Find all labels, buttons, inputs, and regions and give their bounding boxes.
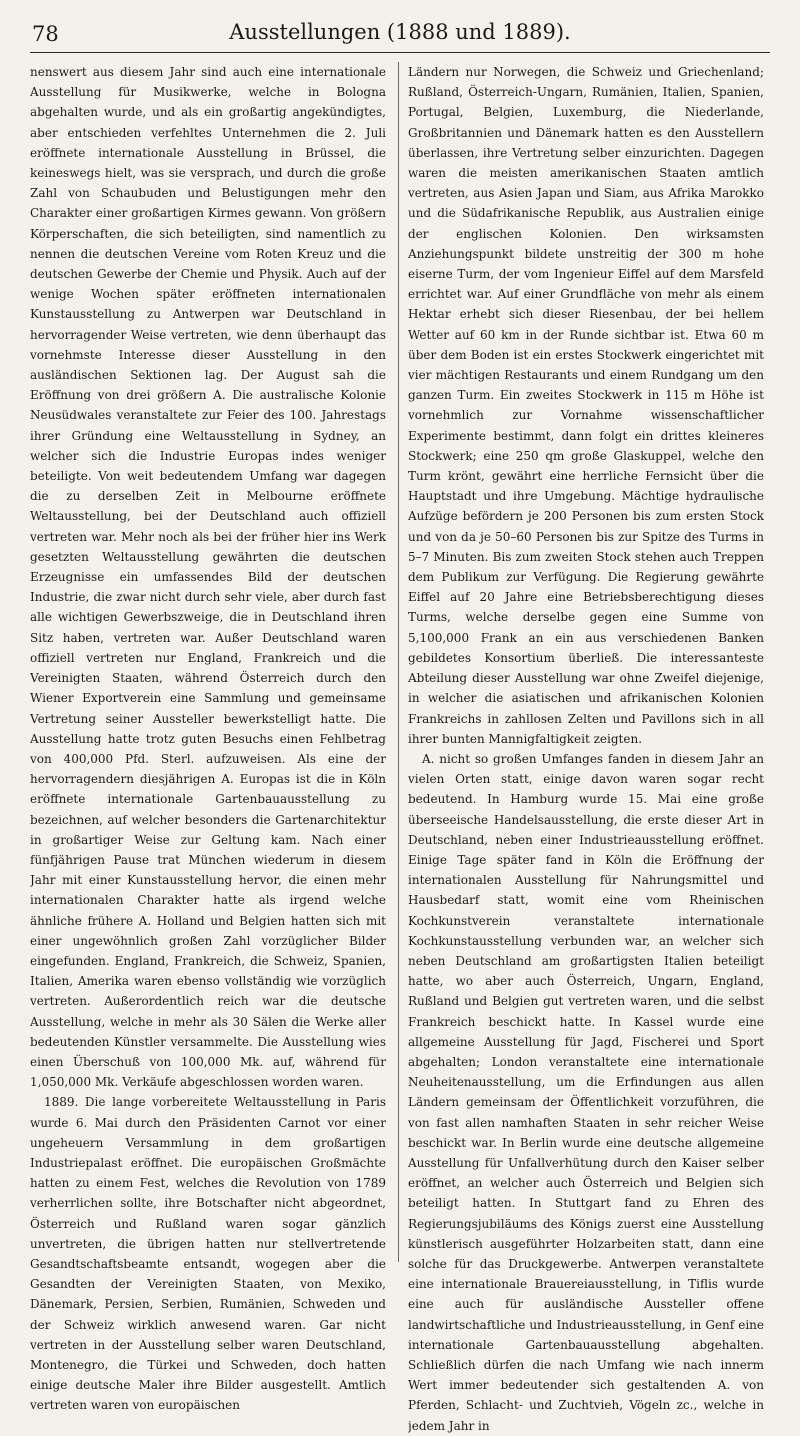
paragraph-1889: 1889. Die lange vorbereitete Weltausstellung in Paris wurde 6. Mai durch den Präsidenten Carnot vor einer ungeheuern Versammlung in dem großartigen Industriepalast eröffnet. Die europäischen Großmächte hatten zu einem Fest, welches die Revolution von 1789 verherrlichen sollte, ihre Botschafter nicht abgeordnet, Österreich und Rußland waren sogar gänzlich unvertreten, die übrigen hatten nur stellvertretende Gesandtschaftsbeamte entsandt, wogegen aber die Gesandten der Vereinigten Staaten, von Mexiko, Dänemark, Persien, Serbien, Rumänien, Schweden und der Schweiz wirklich anwesend waren. Gar nicht vertreten in der Ausstellung selber waren Deutschland, Montenegro, die Türkei und Schweden, doch hatten einige deutsche Maler ihre Bilder ausgestellt. Amtlich vertreten waren von europäischen: [30, 1095, 386, 1413]
right-column: [408, 62, 764, 1436]
page-header: [30, 12, 770, 53]
page-number: 78: [32, 22, 59, 46]
left-column: [30, 62, 386, 1416]
running-title: Ausstellungen (1888 und 1889).: [229, 20, 571, 44]
column-divider: [398, 62, 399, 1262]
paragraph-1888-continued: nenswert aus diesem Jahr sind auch eine internationale Ausstellung für Musikwerke, welche in Bologna abgehalten wurde, und als ein großartig angekündigtes, aber entschieden verfehltes Unternehmen die 2. Juli eröffnete internationale Ausstellung in Brüssel, die keineswegs hielt, was sie versprach, und durch die große Zahl von Schaubuden und Belustigungen mehr den Charakter einer großartigen Kirmes gewann. Von größern Körperschaften, die sich beteiligten, sind namentlich zu nennen die deutschen Vereine vom Roten Kreuz und die deutschen Gewerbe der Chemie und Physik. Auch auf der wenige Wochen später eröffneten internationalen Kunstausstellung zu Antwerpen war Deutschland in hervorragender Weise vertreten, wie denn überhaupt das vornehmste Interesse dieser Ausstellung in den ausländischen Sektionen lag. Der August sah die Eröffnung von drei größern A. Die australische Kolonie Neusüdwales veranstaltete zur Feier des 100. Jahrestags ihrer Gründung eine Weltausstellung in Sydney, an welcher sich die Industrie Europas indes weniger beteiligte. Von weit bedeutendem Umfang war dagegen die zu derselben Zeit in Melbourne eröffnete Weltausstellung, bei der Deutschland auch offiziell vertreten war. Mehr noch als bei der früher hier ins Werk gesetzten Weltausstellung gewährten die deutschen Erzeugnisse ein umfassendes Bild der deutschen Industrie, die zwar nicht durch sehr viele, aber durch fast alle wichtigen Gewerbszweige, die in Deutschland ihren Sitz haben, vertreten war. Außer Deutschland waren offiziell vertreten nur England, Frankreich und die Vereinigten Staaten, während Österreich durch den Wiener Exportverein eine Sammlung und gemeinsame Vertretung seiner Aussteller bewerkstelligt hatte. Die Ausstellung hatte trotz guten Besuchs einen Fehlbetrag von 400,000 Pfd. Sterl. aufzuweisen. Als eine der hervorragendern diesjährigen A. Europas ist die in Köln eröffnete internationale Gartenbauausstellung zu bezeichnen, auf welcher besonders die Gartenarchitektur in großartiger Weise zur Geltung kam. Nach einer fünfjährigen Pause trat München wiederum in diesem Jahr mit einer Kunstausstellung hervor, die einen mehr internationalen Charakter hatte als irgend welche ähnliche frühere A. Holland und Belgien hatten sich mit einer ungewöhnlich großen Zahl vorzüglicher Bilder eingefunden. England, Frankreich, die Schweiz, Spanien, Italien, Amerika waren ebenso vollständig wie vorzüglich vertreten. Außerordentlich reich war die deutsche Ausstellung, welche in mehr als 30 Sälen die Werke aller bedeutenden Künstler versammelte. Die Ausstellung wies einen Überschuß von 100,000 Mk. auf, während für 1,050,000 Mk. Verkäufe abgeschlossen worden waren.: [30, 65, 386, 1090]
paragraph-paris-continued: Ländern nur Norwegen, die Schweiz und Griechenland; Rußland, Österreich-Ungarn, Rumänien, Italien, Spanien, Portugal, Belgien, Luxemburg, die Niederlande, Großbritannien und Dänemark hatten es den Ausstellern überlassen, ihre Vertretung selber einzurichten. Dagegen waren die meisten amerikanischen Staaten amtlich vertreten, aus Asien Japan und Siam, aus Afrika Marokko und die Südafrikanische Republik, aus Australien einige der englischen Kolonien. Den wirksamsten Anziehungspunkt bildete unstreitig der 300 m hohe eiserne Turm, der vom Ingenieur Eiffel auf dem Marsfeld errichtet war. Auf einer Grundfläche von mehr als einem Hektar erhebt sich dieser Riesenbau, der bei hellem Wetter auf 60 km in der Runde sichtbar ist. Etwa 60 m über dem Boden ist ein erstes Stockwerk eingerichtet mit vier mächtigen Restaurants und einem Rundgang um den ganzen Turm. Ein zweites Stockwerk in 115 m Höhe ist vornehmlich zur Vornahme wissenschaftlicher Experimente bestimmt, dann folgt ein drittes kleineres Stockwerk; eine 250 qm große Glaskuppel, welche den Turm krönt, gewährt eine herrliche Fernsicht über die Hauptstadt und ihre Umgebung. Mächtige hydraulische Aufzüge befördern je 200 Personen bis zum ersten Stock und von da je 50–60 Personen bis zur Spitze des Turms in 5–7 Minuten. Bis zum zweiten Stock stehen auch Treppen dem Publikum zur Verfügung. Die Regierung gewährte Eiffel auf 20 Jahre eine Betriebsberechtigung dieses Turms, welche derselbe gegen eine Summe von 5,100,000 Frank an ein aus verschiedenen Banken gebildetes Konsortium überließ. Die interessanteste Abteilung dieser Ausstellung war ohne Zweifel diejenige, in welcher die asiatischen und afrikanischen Kolonien Frankreichs in zahllosen Zelten und Pavillons sich in all ihrer bunten Mannigfaltigkeit zeigten.: [408, 65, 764, 746]
paragraph-smaller-exhibitions: A. nicht so großen Umfanges fanden in diesem Jahr an vielen Orten statt, einige davon waren sogar recht bedeutend. In Hamburg wurde 15. Mai eine große überseeische Handelsausstellung, die erste dieser Art in Deutschland, neben einer Industrieausstellung eröffnet. Einige Tage später fand in Köln die Eröffnung der internationalen Ausstellung für Nahrungsmittel und Hausbedarf statt, womit eine vom Rheinischen Kochkunstverein veranstaltete internationale Kochkunstausstellung verbunden war, an welcher sich neben Deutschland am großartigsten Italien beteiligt hatte, wo aber auch Österreich, Ungarn, England, Rußland und Belgien gut vertreten waren, und die selbst Frankreich beschickt hatte. In Kassel wurde eine allgemeine Ausstellung für Jagd, Fischerei und Sport abgehalten; London veranstaltete eine internationale Neuheitenausstellung, um die Erfindungen aus allen Ländern gemeinsam der Öffentlichkeit vorzuführen, die von fast allen namhaften Staaten in sehr reicher Weise beschickt war. In Berlin wurde eine deutsche allgemeine Ausstellung für Unfallverhütung durch den Kaiser selber eröffnet, an welcher auch Österreich und Belgien sich beteiligt hatten. In Stuttgart fand zu Ehren des Regierungsjubiläums des Königs zuerst eine Ausstellung künstlerisch ausgeführter Holzarbeiten statt, dann eine solche für das Druckgewerbe. Antwerpen veranstaltete eine internationale Brauereiausstellung, in Tiflis wurde eine auch für ausländische Aussteller offene landwirtschaftliche und Industrieausstellung, in Genf eine internationale Gartenbauausstellung abgehalten. Schließlich dürfen die nach Umfang wie nach innerm Wert immer bedeutender sich gestaltenden A. von Pferden, Schlacht- und Zuchtvieh, Vögeln zc., welche in jedem Jahr in: [408, 751, 764, 1433]
